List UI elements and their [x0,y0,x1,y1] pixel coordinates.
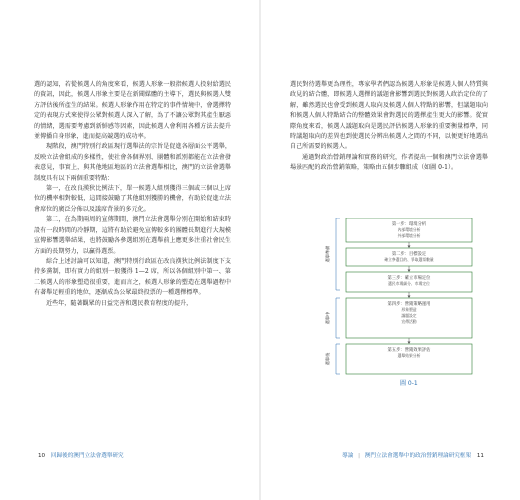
flow-arrowhead [408,296,411,299]
phase-label: 選舉準備 [325,245,330,263]
flow-diagram [320,218,476,394]
paragraph: 綜合上述討論可以知道，澳門特別行政區在改良漢狄比例法制度下支持多黨制，即有實力的組別一般獲得 1—2 席，所以各個組別中第一、第二候選人的形象塑造很重要，進而言之，候選人形象的塑造在選舉過程中有著舉足輕重的地位，逐漸成為公眾最終投票的一種選擇標準。 [34,257,231,297]
footer-separator: | [358,453,361,459]
page-number: 10 [38,453,46,459]
right-page [260,0,520,500]
flow-arrowhead [408,342,411,345]
flow-step-title: 第三步：確立市場定位 [387,276,431,281]
flow-step-title: 第二步：目標設定 [391,252,427,257]
chapter-label: 導論 [342,453,354,459]
paragraph: 通過對政治營銷理論和實務的研究，作者提出一個和澳門立法會選舉場景匹配的政治營銷策略，策略由五個步驟組成（如圖 0-1）。 [290,153,488,172]
flow-step-line: 形象塑造 [401,307,417,312]
phase-label: 選舉中 [325,311,330,325]
paragraph: 第二，在為期兩周的宣傳期間，澳門立法會選舉分別在開始和結束時設有一段時間的冷靜期，這將有助於避免宣傳較多的團體長期進行大規模宣傳影響選舉結果，也將鼓勵各參選組別在選舉前上應更多注重社會民生方面的長期努力，以贏得選票。 [34,216,231,255]
page-number: 11 [476,453,484,459]
flow-step-line: 外部環境分析 [397,233,421,238]
left-footer [34,451,124,459]
flow-step-line: 議題設定 [401,313,417,318]
flow-step-title: 第五步：營銷效果評估 [387,348,431,353]
paragraph: 近些年，隨著觀眾的日益完善和選民教育程度的提升， [46,299,193,307]
running-title: 回歸後的澳門立法會選舉研究 [50,453,124,459]
flow-step-line: 選民市場細分、市場定位 [388,281,430,286]
paragraph: 選民對待選舉更為理性，專家學者們認為候選人形象是候選人個人特質與政見的結合體，即候選人選擇的議題會影響到選民對候選人政治定位的了解，雖然選民也會受到候選人取向及候選人個人特點的影響，但議題取向和候選人個人特點結合的整體效果會對選民的選擇產生更大的影響。從實際角度來看，候選人議題取向是選民評估候選人形象的重要衡量標準，同時議題取向的差異也到使選民分辨出候選人之間的不同，以便更好地選出自己所需要的候選人。 [290,81,488,151]
running-title: 澳門立法會選舉中的政治營銷理論研究框架 [364,453,472,459]
paragraph: 現階段，澳門特別行政區現行選舉法的宗旨是促進各層面公平選舉，反映立法會組成的多樣性，使社會各個界別、團體和派別都能在立法會發表意見，事實上，與其他地區地區的立法會選舉相比，澳門的立法會選舉制度具有以下兩個重要特點： [34,143,231,182]
flow-step-title: 第一步：環境分析 [391,222,427,227]
flow-step-line: 內部環境分析 [397,227,421,232]
flow-step-title: 第四步：營銷策略運用 [387,302,431,307]
paragraph: 第一，在改良漢狄比例法下，單一候選人組別獲得三個或三個以上席位的機率相對較低，這間接鼓勵了其他組別獲勝的機會，有助於促進立法會席位的廣泛分佈以及議席背景的多元化。 [34,185,231,213]
right-body-text [290,80,488,174]
left-body-text [34,80,231,309]
flow-arrowhead [408,246,411,249]
paragraph: 選的認知，若從候選人的角度來看，候選人形象一般指候選人投射給選民的資訊，因此，候選人形象主要是在新聞媒體的主導下，選民與候選人雙方評估後所產生的結果。候選人形象作用在特定的事件情境中，會選擇特定的表現方式來使得公眾對候選人深入了解，為了不讓公眾對其產生厭惡的情緒，選需要考慮到新鮮感等因素，因此候選人會利用各種方法去提升並傳播自身形象，進而提高競選的成功率。 [34,81,231,141]
phase-label: 選舉後 [325,352,330,366]
right-footer [342,451,488,459]
flow-step-line: 確立參選目的、爭取選票數量 [384,257,434,262]
figure-caption: 圖 0-1 [400,380,418,387]
flow-step-line: 選舉結果分析 [397,353,421,358]
flow-arrowhead [408,270,411,273]
flow-step-line: 宣傳活動 [401,319,417,324]
